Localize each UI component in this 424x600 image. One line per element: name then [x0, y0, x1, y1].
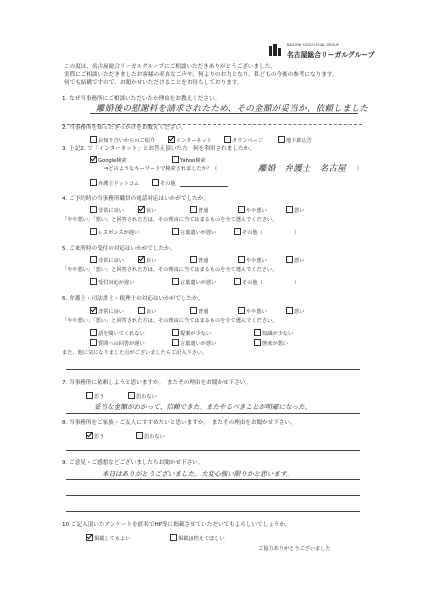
- q3-keyword-answer[interactable]: 離婚 弁護士 名古屋: [258, 164, 347, 174]
- logo-name: 名古屋総合リーガルグループ: [287, 51, 375, 59]
- q4-option-1[interactable]: 良い: [138, 206, 156, 215]
- q4-checkbox-4[interactable]: [286, 206, 293, 213]
- q8-no[interactable]: 思わない: [136, 432, 165, 441]
- q5-reason-1[interactable]: 言葉遣いが悪い: [172, 278, 216, 287]
- q8-yes[interactable]: 思う: [86, 432, 104, 441]
- q5-reason-prompt: 「やや悪い」「悪い」と回答された方は、その理由に当てはまるものを全て選んでください。: [62, 267, 278, 273]
- q10-question: 10 ご記入頂いたアンケートを匿名でHP等に掲載させていただいてもよろしいでしょうか。: [62, 522, 291, 528]
- q6-checkbox-3[interactable]: [238, 307, 245, 314]
- q4-checkbox-1[interactable]: [138, 206, 145, 213]
- q3-yahoo-checkbox[interactable]: [172, 156, 179, 163]
- q5-reason-2[interactable]: その他（ ）: [234, 278, 299, 287]
- q2-option-1[interactable]: インターネット: [168, 136, 212, 145]
- q6-checkbox-1[interactable]: [138, 307, 145, 314]
- q9-answer[interactable]: 本日はありがとうございました。大変心強い限りかと思います。: [102, 470, 293, 478]
- q4-option-2[interactable]: 普通: [190, 206, 208, 215]
- q6-reason-checkbox-5[interactable]: [254, 339, 261, 346]
- q5-option-1[interactable]: 良い: [138, 256, 156, 265]
- thanks-text: ご協力ありがとうございました: [258, 546, 331, 552]
- q6-option-1[interactable]: 良い: [138, 307, 156, 316]
- q4-reason-0[interactable]: レスポンスが遅い: [90, 228, 139, 237]
- q3-keyword-close: ）: [357, 166, 363, 172]
- q3-other[interactable]: その他: [152, 179, 176, 188]
- q6-checkbox-0[interactable]: [90, 307, 97, 314]
- q5-option-4[interactable]: 悪い: [286, 256, 304, 265]
- q4-checkbox-0[interactable]: [90, 206, 97, 213]
- q8-yes-checkbox[interactable]: [86, 432, 93, 439]
- q3-google-checkbox[interactable]: [90, 156, 97, 163]
- q6-reason-checkbox-3[interactable]: [90, 339, 97, 346]
- intro-line-1: この度は、名古屋総合リーガルグループにご相談いただきありがとうございました。: [64, 64, 276, 70]
- q2-option-0[interactable]: お知り合いからのご紹介: [90, 136, 155, 145]
- q3-google[interactable]: Google検索: [90, 156, 127, 165]
- q4-reason-2[interactable]: その他（ ）: [234, 228, 299, 237]
- q7-question: 7. 当事務所に依頼しようと思いますか。 またその理由をお聞かせ下さい。: [62, 380, 251, 386]
- q4-reason-checkbox-2[interactable]: [234, 228, 241, 235]
- q4-question: 4. ご予約時の当事務所職員の電話対応はいかがでしたか。: [62, 196, 209, 202]
- q3-question: 3. 上記2. で「インターネット」とお答え頂いた方 何を利用されましたか。: [62, 146, 255, 152]
- q6-option-4[interactable]: 悪い: [286, 307, 304, 316]
- q7-yes-checkbox[interactable]: [86, 392, 93, 399]
- q9-question: 9. ご意見・ご感想などございましたらお聞かせ下さい。: [62, 460, 204, 466]
- q2-checkbox-3[interactable]: [278, 136, 285, 143]
- q4-option-0[interactable]: 非常に良い: [90, 206, 124, 215]
- q6-reason-5[interactable]: 態度が悪い: [254, 339, 288, 348]
- intro-line-2: 実際にご相談いただきましたお客様の率直なご声や、何よりのお力となり、私どもの今後の参考になります。: [64, 72, 338, 78]
- q6-reason-3[interactable]: 質問への回答が遅い: [90, 339, 145, 348]
- q4-reason-1[interactable]: 言葉遣いが悪い: [172, 228, 216, 237]
- q3-other-checkbox[interactable]: [152, 179, 159, 186]
- q3-keyword-prompt: ⇒どのようなキーワードで検索されましたか？（: [104, 166, 218, 172]
- q5-question: 5. ご来所時の受付の対応はいかがでしたか。: [62, 246, 176, 252]
- q2-checkbox-0[interactable]: [90, 136, 97, 143]
- q4-option-4[interactable]: 悪い: [286, 206, 304, 215]
- q2-checkbox-2[interactable]: [224, 136, 231, 143]
- q1-answer[interactable]: 離婚後の慰謝料を請求されたため、その金額が妥当か、依頼しました: [96, 104, 369, 114]
- q5-option-2[interactable]: 普通: [190, 256, 208, 265]
- q5-checkbox-2[interactable]: [190, 256, 197, 263]
- q6-checkbox-2[interactable]: [190, 307, 197, 314]
- q3-yahoo[interactable]: Yahoo検索: [172, 156, 206, 165]
- q7-yes[interactable]: 思う: [86, 392, 104, 401]
- q6-option-3[interactable]: やや悪い: [238, 307, 267, 316]
- building-logo-icon: [268, 44, 284, 56]
- q6-comment-prompt: また、他に気になりました点がございましたらご記入下さい。: [62, 350, 208, 356]
- q8-question: 8. 当事務所をご家族・ご友人にすすめたいと思いますか。 またその理由をお聞かせ下さい。: [62, 420, 296, 426]
- q2-option-3[interactable]: 地下鉄広告: [278, 136, 312, 145]
- q5-checkbox-0[interactable]: [90, 256, 97, 263]
- q5-option-3[interactable]: やや悪い: [238, 256, 267, 265]
- logo-english: NAGOYA SOGO LEGAL GROUP: [287, 43, 340, 47]
- q5-checkbox-4[interactable]: [286, 256, 293, 263]
- q4-checkbox-2[interactable]: [190, 206, 197, 213]
- q7-answer[interactable]: 妥当な金額がわかって、信頼できた。またやるべきことが明確になった。: [94, 403, 312, 411]
- q4-reason-prompt: 「やや悪い」「悪い」と回答された方は、その理由に当てはまるものを全て選んでください。: [62, 217, 278, 223]
- q6-question: 6. 弁護士・司法書士・税理士の対応はいかがでしたか。: [62, 296, 204, 302]
- q10-no-checkbox[interactable]: [170, 534, 177, 541]
- q3-bengoshi[interactable]: 弁護士ドットコム: [90, 179, 139, 188]
- q2-question: 2. 当事務所を知ったきっかけをお教えください。: [62, 125, 187, 131]
- q6-reason-0[interactable]: 話を聞いてくれない: [90, 329, 145, 338]
- q6-reason-checkbox-4[interactable]: [172, 339, 179, 346]
- q5-option-0[interactable]: 非常に良い: [90, 256, 124, 265]
- q6-reason-checkbox-0[interactable]: [90, 329, 97, 336]
- q10-no[interactable]: 掲載は控えてほしい: [170, 534, 225, 543]
- q6-checkbox-4[interactable]: [286, 307, 293, 314]
- q5-checkbox-1[interactable]: [138, 256, 145, 263]
- q7-no-checkbox[interactable]: [128, 392, 135, 399]
- q6-reason-prompt: 「やや悪い」「悪い」と回答された方は、その理由に当てはまるものを全て選んでください。: [62, 318, 278, 324]
- q5-checkbox-3[interactable]: [238, 256, 245, 263]
- q3-bengoshi-checkbox[interactable]: [90, 179, 97, 186]
- q10-yes[interactable]: 掲載してもよい: [86, 534, 130, 543]
- q6-reason-2[interactable]: 知識が少ない: [254, 329, 293, 338]
- q6-reason-4[interactable]: 言葉遣いが悪い: [172, 339, 216, 348]
- intro-line-3: 何でも結構ですので、お聞かせいただけることをお待ちしております。: [64, 80, 243, 86]
- q10-yes-checkbox[interactable]: [86, 534, 93, 541]
- q4-reason-checkbox-0[interactable]: [90, 228, 97, 235]
- q5-reason-checkbox-0[interactable]: [90, 278, 97, 285]
- q5-reason-checkbox-1[interactable]: [172, 278, 179, 285]
- q7-no[interactable]: 思わない: [128, 392, 157, 401]
- q8-no-checkbox[interactable]: [136, 432, 143, 439]
- q2-option-2[interactable]: タウンページ: [224, 136, 263, 145]
- q4-checkbox-3[interactable]: [238, 206, 245, 213]
- q2-checkbox-1[interactable]: [168, 136, 175, 143]
- q5-reason-checkbox-2[interactable]: [234, 278, 241, 285]
- q6-reason-checkbox-1[interactable]: [172, 329, 179, 336]
- q6-option-0[interactable]: 非常に良い: [90, 307, 124, 316]
- q6-option-2[interactable]: 普通: [190, 307, 208, 316]
- q6-reason-checkbox-2[interactable]: [254, 329, 261, 336]
- q6-reason-1[interactable]: 提案が少ない: [172, 329, 211, 338]
- q1-question: 1. なぜ当事務所にご相談いただいたか理由をお教えください。: [62, 96, 221, 102]
- q5-reason-0[interactable]: 受付対応が遅い: [90, 278, 134, 287]
- q4-reason-checkbox-1[interactable]: [172, 228, 179, 235]
- q4-option-3[interactable]: やや悪い: [238, 206, 267, 215]
